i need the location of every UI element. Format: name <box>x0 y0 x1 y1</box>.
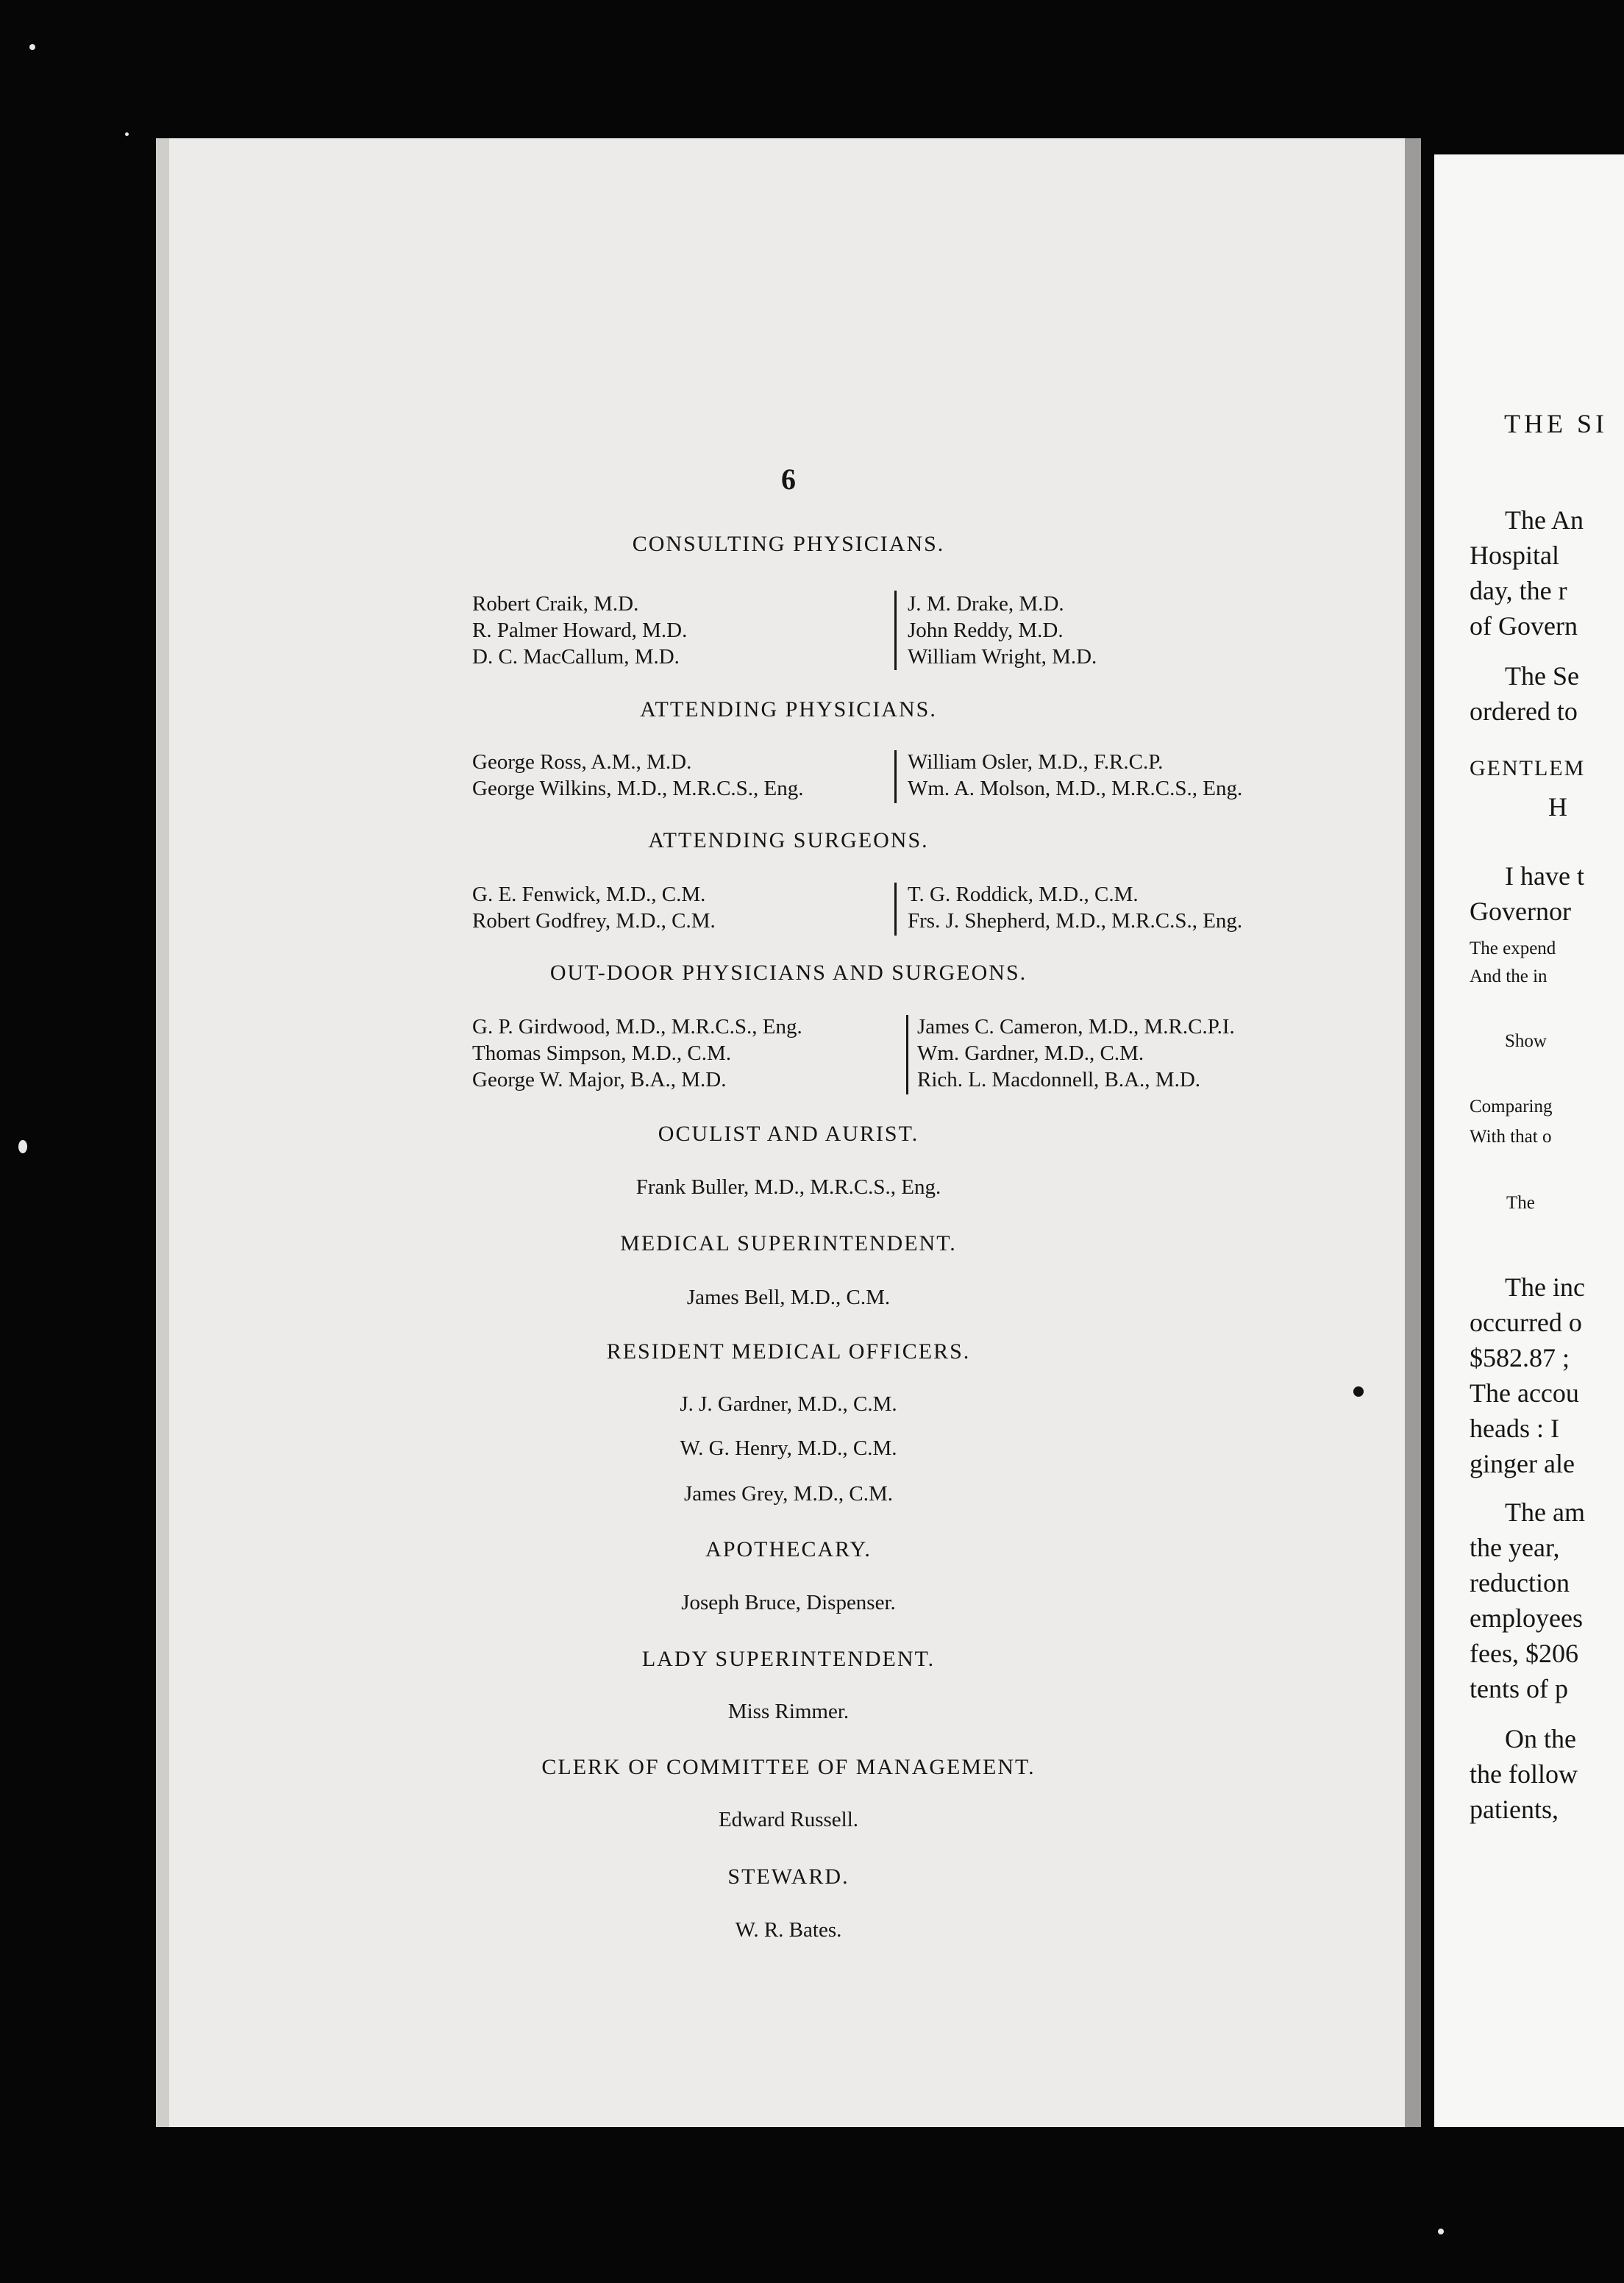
staff-name: Thomas Simpson, M.D., C.M. <box>472 1041 732 1065</box>
staff-name: James Grey, M.D., C.M. <box>683 1482 894 1506</box>
column-divider <box>894 591 897 670</box>
staff-name: Robert Craik, M.D. <box>472 592 639 616</box>
steward-heading: STEWARD. <box>727 1864 850 1889</box>
text-line: occurred o <box>1470 1308 1582 1337</box>
right-page <box>1434 154 1624 2127</box>
staff-name: G. E. Fenwick, M.D., C.M. <box>472 883 706 906</box>
text-line: And the in <box>1470 966 1548 986</box>
film-dust <box>125 132 129 136</box>
text-line: Show <box>1505 1031 1547 1051</box>
page-number: 6 <box>781 463 796 496</box>
text-line: The <box>1506 1193 1535 1213</box>
text-line: patients, <box>1470 1795 1559 1824</box>
film-dust <box>18 1140 27 1153</box>
text-line: H <box>1548 792 1567 822</box>
out-door-physicians-left-column <box>472 1014 802 1093</box>
staff-name: George Wilkins, M.D., M.R.C.S., Eng. <box>472 777 804 800</box>
staff-name: James Bell, M.D., C.M. <box>686 1286 891 1309</box>
text-line: employees <box>1470 1603 1583 1633</box>
staff-name: G. P. Girdwood, M.D., M.R.C.S., Eng. <box>472 1015 802 1039</box>
right-page-heading: THE SI <box>1504 409 1608 438</box>
staff-name: Miss Rimmer. <box>727 1700 850 1723</box>
staff-name: George W. Major, B.A., M.D. <box>472 1068 727 1091</box>
text-line: fees, $206 <box>1470 1639 1578 1668</box>
staff-name: William Wright, M.D. <box>908 645 1097 669</box>
out-door-physicians-heading: OUT-DOOR PHYSICIANS AND SURGEONS. <box>549 961 1028 985</box>
consulting-physicians-right-column <box>908 591 1097 670</box>
consulting-physicians-heading: CONSULTING PHYSICIANS. <box>632 532 945 556</box>
lady-superintendent-heading: LADY SUPERINTENDENT. <box>641 1647 936 1671</box>
column-divider <box>894 750 897 803</box>
text-line: ordered to <box>1470 697 1578 726</box>
text-line: heads : I <box>1470 1414 1559 1443</box>
text-line: ginger ale <box>1470 1449 1575 1478</box>
attending-physicians-heading: ATTENDING PHYSICIANS. <box>640 697 937 722</box>
clerk-of-committee-heading: CLERK OF COMMITTEE OF MANAGEMENT. <box>541 1755 1036 1779</box>
text-line: I have t <box>1505 861 1584 891</box>
staff-name: Wm. A. Molson, M.D., M.R.C.S., Eng. <box>908 777 1243 800</box>
attending-surgeons-heading: ATTENDING SURGEONS. <box>648 828 929 852</box>
attending-surgeons-right-column <box>908 881 1242 934</box>
text-line: The am <box>1505 1497 1585 1527</box>
staff-name: J. M. Drake, M.D. <box>908 592 1064 616</box>
staff-name: Wm. Gardner, M.D., C.M. <box>917 1041 1144 1065</box>
text-line: Comparing <box>1470 1097 1553 1116</box>
text-line: $582.87 ; <box>1470 1343 1570 1372</box>
text-line: The Se <box>1505 661 1579 691</box>
oculist-heading: OCULIST AND AURIST. <box>658 1122 919 1146</box>
text-line: day, the r <box>1470 576 1567 605</box>
text-line: On the <box>1505 1724 1576 1753</box>
text-line: of Govern <box>1470 611 1578 641</box>
staff-name: Joseph Bruce, Dispenser. <box>681 1591 896 1614</box>
text-line: reduction <box>1470 1568 1570 1598</box>
staff-name: Rich. L. Macdonnell, B.A., M.D. <box>917 1068 1201 1091</box>
staff-name: George Ross, A.M., M.D. <box>472 750 692 774</box>
left-page <box>156 138 1421 2127</box>
staff-name: D. C. MacCallum, M.D. <box>472 645 680 669</box>
attending-surgeons-left-column <box>472 881 716 934</box>
staff-name: J. J. Gardner, M.D., C.M. <box>680 1392 897 1416</box>
film-dust <box>29 44 35 50</box>
staff-name: Robert Godfrey, M.D., C.M. <box>472 909 716 933</box>
staff-name: W. R. Bates. <box>735 1918 842 1942</box>
resident-medical-officers-heading: RESIDENT MEDICAL OFFICERS. <box>606 1339 971 1364</box>
text-line: The expend <box>1470 939 1556 958</box>
text-line: The An <box>1505 505 1584 535</box>
text-line: The accou <box>1470 1378 1579 1408</box>
apothecary-heading: APOTHECARY. <box>705 1537 872 1561</box>
staff-name: John Reddy, M.D. <box>908 619 1064 642</box>
staff-name: R. Palmer Howard, M.D. <box>472 619 688 642</box>
text-line: GENTLEM <box>1470 756 1586 780</box>
text-line: the year, <box>1470 1533 1560 1562</box>
staff-name: William Osler, M.D., F.R.C.P. <box>908 750 1164 774</box>
consulting-physicians-left-column <box>472 591 687 670</box>
staff-name: James C. Cameron, M.D., M.R.C.P.I. <box>917 1015 1235 1039</box>
out-door-physicians-right-column <box>917 1014 1235 1093</box>
ink-dot <box>1353 1386 1364 1397</box>
column-divider <box>906 1015 908 1094</box>
column-divider <box>894 883 897 936</box>
text-line: With that o <box>1470 1127 1552 1147</box>
staff-name: Frs. J. Shepherd, M.D., M.R.C.S., Eng. <box>908 909 1243 933</box>
staff-name: W. G. Henry, M.D., C.M. <box>680 1436 897 1460</box>
medical-superintendent-heading: MEDICAL SUPERINTENDENT. <box>620 1231 957 1256</box>
staff-name: Frank Buller, M.D., M.R.C.S., Eng. <box>635 1175 941 1199</box>
text-line: Governor <box>1470 897 1571 926</box>
attending-physicians-left-column <box>472 749 804 802</box>
text-line: the follow <box>1470 1759 1578 1789</box>
text-line: tents of p <box>1470 1674 1568 1703</box>
film-dust <box>1438 2229 1444 2234</box>
staff-name: T. G. Roddick, M.D., C.M. <box>908 883 1139 906</box>
text-line: The inc <box>1505 1272 1585 1302</box>
text-line: Hospital <box>1470 541 1559 570</box>
attending-physicians-right-column <box>908 749 1242 802</box>
staff-name: Edward Russell. <box>718 1808 859 1831</box>
